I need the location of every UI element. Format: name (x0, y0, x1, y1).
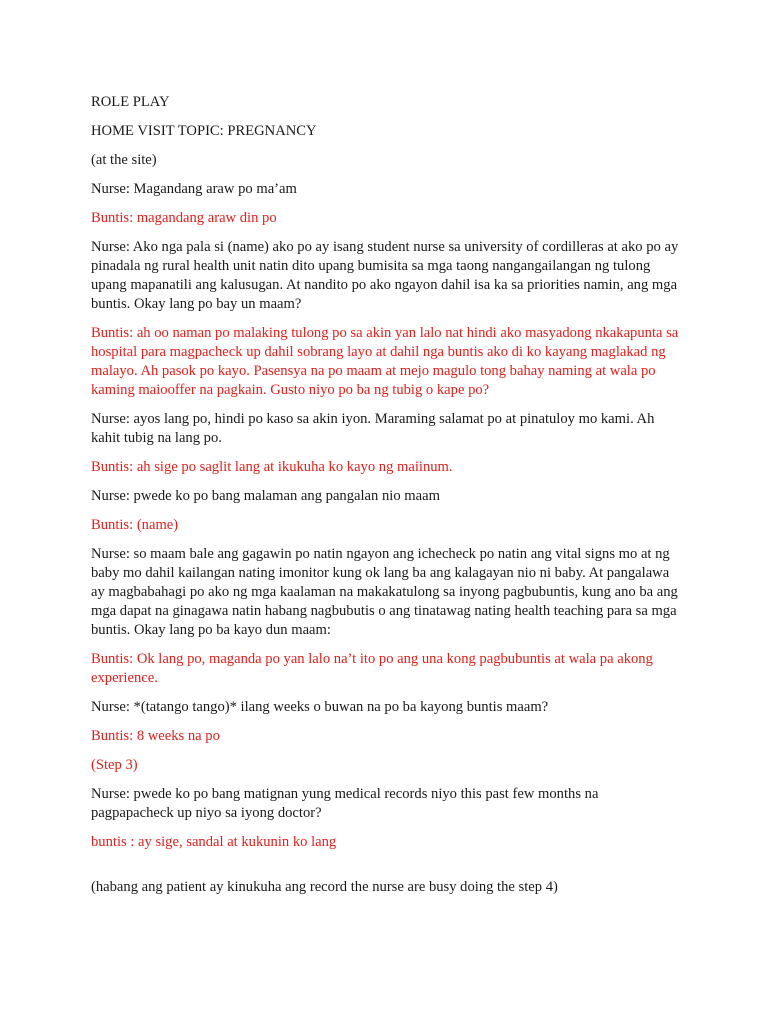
step-marker: (Step 3) (91, 757, 138, 773)
nurse-line: Nurse: Magandang araw po ma’am (91, 181, 297, 197)
nurse-line: Nurse: Ako nga pala si (name) ako po ay isang student nurse sa university of cordilleras at ako po ay pinadala ng rural health unit natin dito upang bumisita sa mga taong nangangailangan ng tulong upang mapanatili ang kalusugan. At nandito po ako ngayon dahil isa ka sa priorities namin, ang mga buntis. Okay lang po bay un maam? (91, 239, 679, 312)
doc-topic: HOME VISIT TOPIC: PREGNANCY (91, 123, 317, 139)
buntis-line: Buntis: ah oo naman po malaking tulong po sa akin yan lalo nat hindi ako masyadong nkakapunta sa hospital para magpacheck up dahil sobrang layo at dahil nga buntis ako di ko kayang maglakad ng malayo. Ah pasok po kayo. Pasensya na po maam at mejo magulo tong bahay naming at wala po kaming maiooffer na pagkain. Gusto niyo po ba ng tubig o kape po? (91, 325, 679, 398)
nurse-line: Nurse: pwede ko po bang malaman ang pangalan nio maam (91, 488, 440, 504)
nurse-line: Nurse: so maam bale ang gagawin po natin ngayon ang ichecheck po natin ang vital signs mo at ng baby mo dahil kailangan nating imonitor kung ok lang ba ang kalagayan nio ni baby. At pangalawa ay magbabahagi po ako ng mga kaalaman na makakatulong sa inyong pagbubuntis, kung ano ba ang mga dapat na ginagawa natin habang nagbubutis o ang tinatawag nating health teaching para sa mga buntis. Okay lang po ba kayo dun maam: (91, 546, 678, 638)
document-body (91, 93, 683, 907)
buntis-line: Buntis: ah sige po saglit lang at ikukuha ko kayo ng maiinum. (91, 459, 453, 475)
stage-direction: (at the site) (91, 152, 157, 168)
buntis-line: Buntis: 8 weeks na po (91, 728, 220, 744)
nurse-line: Nurse: *(tatango tango)* ilang weeks o buwan na po ba kayong buntis maam? (91, 699, 549, 715)
stage-direction: (habang ang patient ay kinukuha ang record the nurse are busy doing the step 4) (91, 879, 558, 895)
buntis-line: Buntis: Ok lang po, maganda po yan lalo na’t ito po ang una kong pagbubuntis at wala pa akong experience. (91, 651, 653, 686)
buntis-line: Buntis: magandang araw din po (91, 210, 277, 226)
buntis-line: buntis : ay sige, sandal at kukunin ko lang (91, 834, 337, 850)
buntis-line: Buntis: (name) (91, 517, 179, 533)
doc-title: ROLE PLAY (91, 94, 170, 110)
nurse-line: Nurse: ayos lang po, hindi po kaso sa akin iyon. Maraming salamat po at pinatuloy mo kami. Ah kahit tubig na lang po. (91, 411, 655, 446)
nurse-line: Nurse: pwede ko po bang matignan yung medical records niyo this past few months na pagpapacheck up niyo sa iyong doctor? (91, 786, 599, 821)
